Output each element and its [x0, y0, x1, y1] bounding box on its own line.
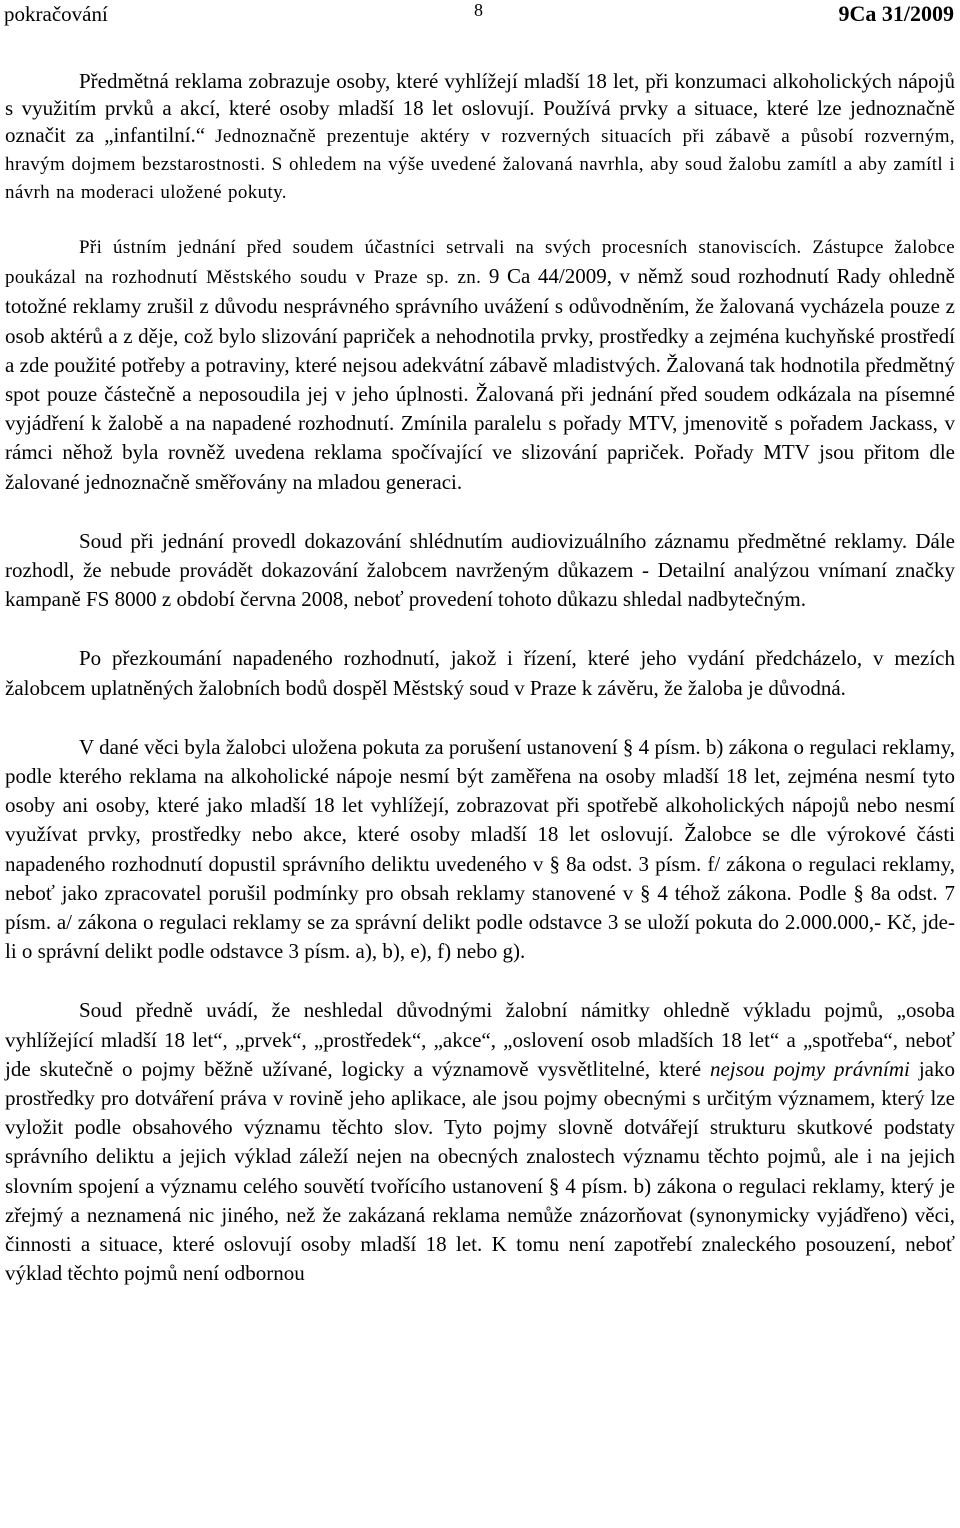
- paragraph-oral-hearing: [5, 232, 955, 497]
- text-run: Jednoznačně prezentuje aktéry v rozverných situacích při zábavě a působí rozverným, hravým dojmem bezstarostnosti. S ohledem na výše uvedené žalovaná navrhla, aby soud žalobu zamítl a aby zamítl i návrh na moderaci uložené pokuty.: [5, 126, 955, 203]
- case-number: 9Ca 31/2009: [838, 1, 954, 26]
- paragraph-review-conclusion: [5, 644, 955, 702]
- paragraph-evidence: [5, 527, 955, 615]
- document-body: [5, 68, 955, 1289]
- text-run: Při ústním jednání před soudem účastníci setrvali na svých procesních stanoviscích. Zástupce žalobce poukázal na rozhodnutí Městského soudu v Praze sp. zn.: [5, 237, 955, 289]
- text-run: 9 Ca 44/2009, v němž soud rozhodnutí Rady ohledně totožné reklamy zrušil z důvodu nesprávného správního uvážení s odůvodněním, že žalovaná vycházela pouze z osob aktérů a z děje, což bylo slizování papriček a nehodnotila prvky, prostředky a zejména kuchyňské prostředí a zde použité potřeby a potraviny, které nejsou adekvátní zábavě mladistvých. Žalovaná tak hodnotila předmětný spot pouze částečně a neposoudila jej v jeho úplnosti. Žalovaná při jednání před soudem odkázala na písemné vyjádření k žalobě a na napadené rozhodnutí. Zmínila paralelu s pořady MTV, jmenovitě s pořadem Jackass, v rámci něhož byla rovněž uvedena reklama spočívající ve slizování papriček. Pořady MTV jsou přitom dle žalované jednoznačně směřovány na mladou generaci.: [5, 264, 955, 494]
- text-run: Soud předně uvádí, že neshledal důvodnými žalobní námitky ohledně výkladu pojmů, „osoba vyhlížející mladší 18 let“, „prvek“, „prostředek“, „akce“, „oslovení osob mladších 18 let“ a „spotřeba“, neboť jde skutečně o pojmy běžně užívané, logicky a významově vysvětlitelné, které: [5, 998, 955, 1081]
- text-run: jako prostředky pro dotváření práva v rovině jeho aplikace, ale jsou pojmy obecnými s určitým významem, který lze vyložit podle obsahového významu těchto slov. Tyto pojmy slovně dotvářejí strukturu skutkové podstaty správního deliktu a jejich výklad záleží nejen na obecných znalostech významu těchto pojmů, ale i na jejich slovním spojení a významu celého souvětí tvořícího ustanovení § 4 písm. b) zákona o regulaci reklamy, který je zřejmý a neznamená nic jiného, než že zakázaná reklama nemůže znázorňovat (synonymicky vyjádřeno) věci, činnosti a situace, které oslovují osoby mladší 18 let. K tomu není zapotřebí znaleckého posouzení, neboť výklad těchto pojmů není odbornou: [5, 1056, 956, 1286]
- paragraph-court-interpretation: [5, 996, 955, 1288]
- text-run: Po přezkoumání napadeného rozhodnutí, jakož i řízení, které jeho vydání předcházelo, v mezích žalobcem uplatněných žalobních bodů dospěl Městský soud v Praze k závěru, že žaloba je důvodná.: [5, 646, 955, 700]
- text-run: V dané věci byla žalobci uložena pokuta za porušení ustanovení § 4 písm. b) zákona o regulaci reklamy, podle kterého reklama na alkoholické nápoje nesmí být zaměřena na osoby mladší 18 let, zejména nesmí tyto osoby ani osoby, které jako mladší 18 let vyhlížejí, zobrazovat při spotřebě alkoholických nápojů nebo nesmí využívat prvky, prostředky nebo akce, které osoby mladší 18 let oslovují. Žalobce se dle výrokové části napadeného rozhodnutí dopustil správního deliktu uvedeného v § 8a odst. 3 písm. f/ zákona o regulaci reklamy, neboť jako zpracovatel porušil podmínky pro obsah reklamy stanovené v § 4 téhož zákona. Podle § 8a odst. 7 písm. a/ zákona o regulaci reklamy se za správní delikt podle odstavce 3 se uloží pokuta do 2.000.000,- Kč, jde-li o správní delikt podle odstavce 3 písm. a), b), e), f) nebo g).: [5, 734, 955, 964]
- text-run: Soud při jednání provedl dokazování shlédnutím audiovizuálního záznamu předmětné reklamy. Dále rozhodl, že nebude provádět dokazování žalobcem navrženým důkazem - Detailní analýzou vnímaní značky kampaně FS 8000 z období června 2008, neboť provedení tohoto důkazu shledal nadbytečným.: [5, 528, 955, 612]
- continuation-label: pokračování: [4, 2, 108, 26]
- italic-text-run: nejsou pojmy právními: [709, 1056, 910, 1081]
- page-header: [0, 0, 960, 34]
- paragraph-legal-basis: [5, 733, 955, 967]
- text-run: Předmětná reklama zobrazuje osoby, které vyhlížejí mladší 18 let, při konzumaci alkoholických nápojů s využitím prvků a akcí, které osoby mladší 18 let oslovují. Používá prvky a situace, které lze jednoznačně označit za „infantilní.“: [5, 69, 955, 147]
- page-number: 8: [474, 0, 483, 20]
- paragraph-defendant-argument: [5, 68, 955, 206]
